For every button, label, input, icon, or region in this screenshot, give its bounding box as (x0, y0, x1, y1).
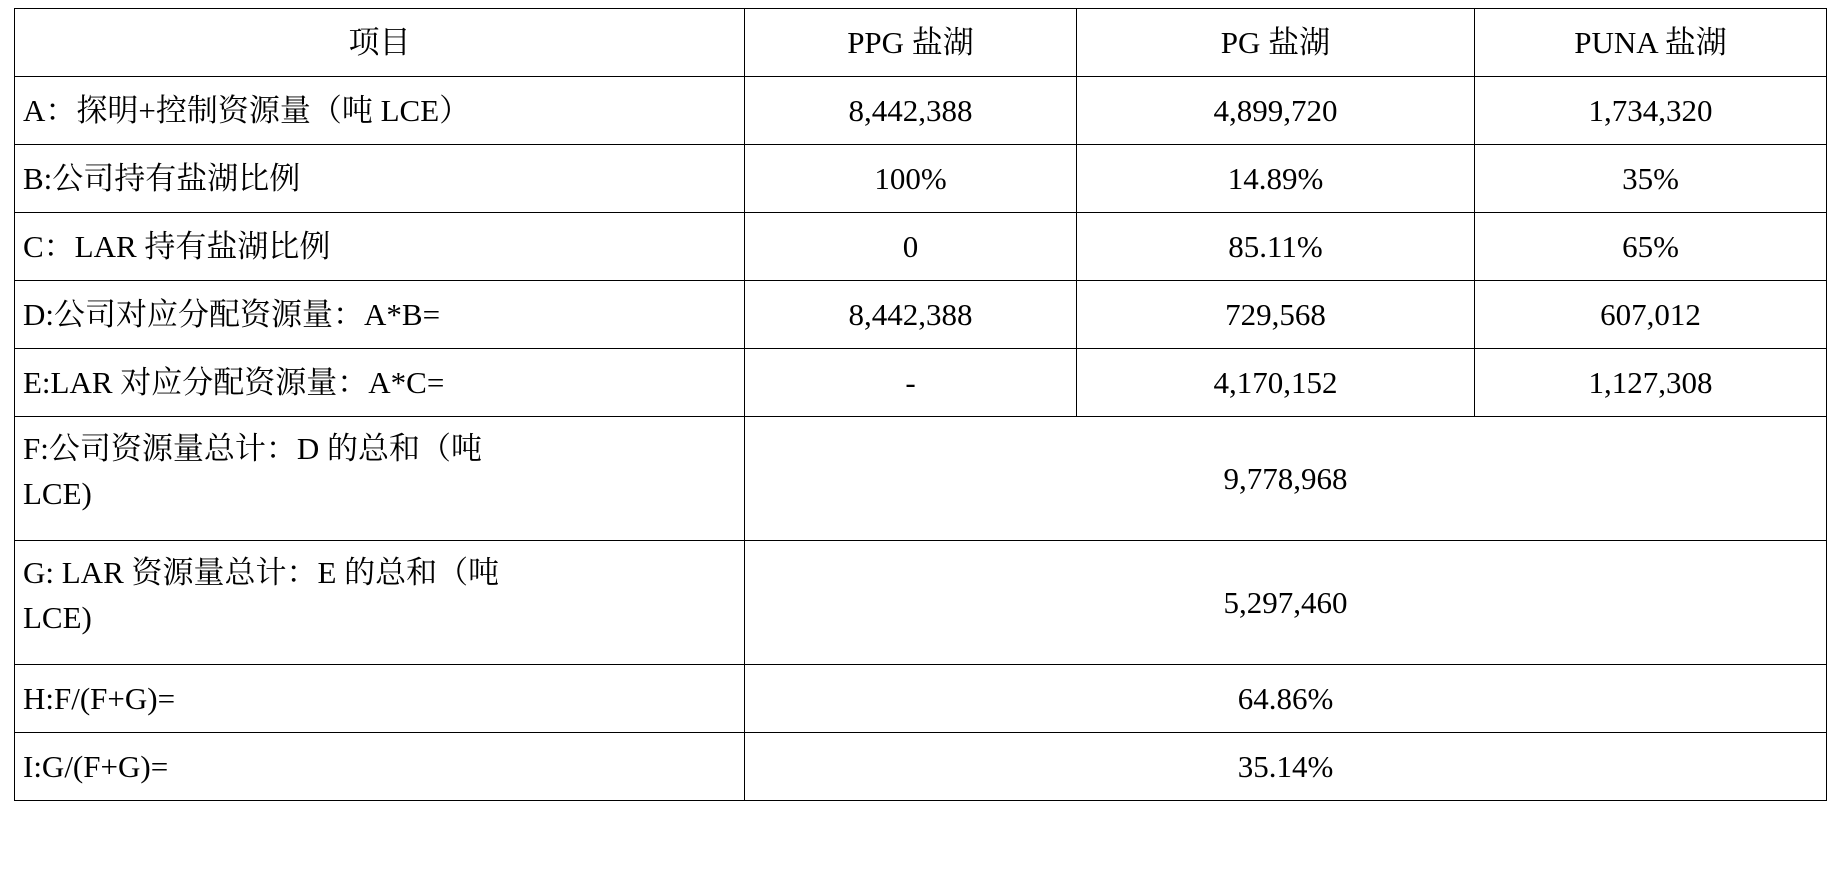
table-row (15, 417, 1827, 541)
header-pg: PG 盐湖 (1077, 9, 1475, 77)
cell-a-puna: 1,734,320 (1475, 77, 1827, 145)
cell-f-total: 9,778,968 (745, 417, 1827, 541)
table-row (15, 541, 1827, 665)
table-row (15, 665, 1827, 733)
table-row (15, 213, 1827, 281)
row-label-g-line1: G: LAR 资源量总计：E 的总和（吨 (23, 555, 500, 590)
resource-summary-table (14, 8, 1827, 801)
table-body (15, 77, 1827, 801)
table-header-row (15, 9, 1827, 77)
row-label-i: I:G/(F+G)= (15, 733, 745, 801)
cell-c-ppg: 0 (745, 213, 1077, 281)
row-label-f (15, 417, 745, 541)
cell-c-pg: 85.11% (1077, 213, 1475, 281)
cell-b-puna: 35% (1475, 145, 1827, 213)
cell-a-pg: 4,899,720 (1077, 77, 1475, 145)
table-row (15, 733, 1827, 801)
table-row (15, 349, 1827, 417)
row-label-h: H:F/(F+G)= (15, 665, 745, 733)
cell-c-puna: 65% (1475, 213, 1827, 281)
row-label-e: E:LAR 对应分配资源量：A*C= (15, 349, 745, 417)
table-row (15, 281, 1827, 349)
row-label-g (15, 541, 745, 665)
cell-b-ppg: 100% (745, 145, 1077, 213)
row-label-a: A：探明+控制资源量（吨 LCE） (15, 77, 745, 145)
table-header (15, 9, 1827, 77)
table-row (15, 145, 1827, 213)
cell-d-ppg: 8,442,388 (745, 281, 1077, 349)
cell-b-pg: 14.89% (1077, 145, 1475, 213)
cell-d-puna: 607,012 (1475, 281, 1827, 349)
header-item: 项目 (15, 9, 745, 77)
cell-e-ppg: - (745, 349, 1077, 417)
cell-e-pg: 4,170,152 (1077, 349, 1475, 417)
row-label-g-line2: LCE) (23, 599, 92, 635)
cell-h-ratio: 64.86% (745, 665, 1827, 733)
cell-a-ppg: 8,442,388 (745, 77, 1077, 145)
cell-d-pg: 729,568 (1077, 281, 1475, 349)
row-label-f-line1: F:公司资源量总计：D 的总和（吨 (23, 431, 482, 466)
cell-i-ratio: 35.14% (745, 733, 1827, 801)
row-label-b: B:公司持有盐湖比例 (15, 145, 745, 213)
cell-e-puna: 1,127,308 (1475, 349, 1827, 417)
header-puna: PUNA 盐湖 (1475, 9, 1827, 77)
table-row (15, 77, 1827, 145)
row-label-d: D:公司对应分配资源量：A*B= (15, 281, 745, 349)
cell-g-total: 5,297,460 (745, 541, 1827, 665)
row-label-f-line2: LCE) (23, 475, 92, 511)
row-label-c: C：LAR 持有盐湖比例 (15, 213, 745, 281)
header-ppg: PPG 盐湖 (745, 9, 1077, 77)
